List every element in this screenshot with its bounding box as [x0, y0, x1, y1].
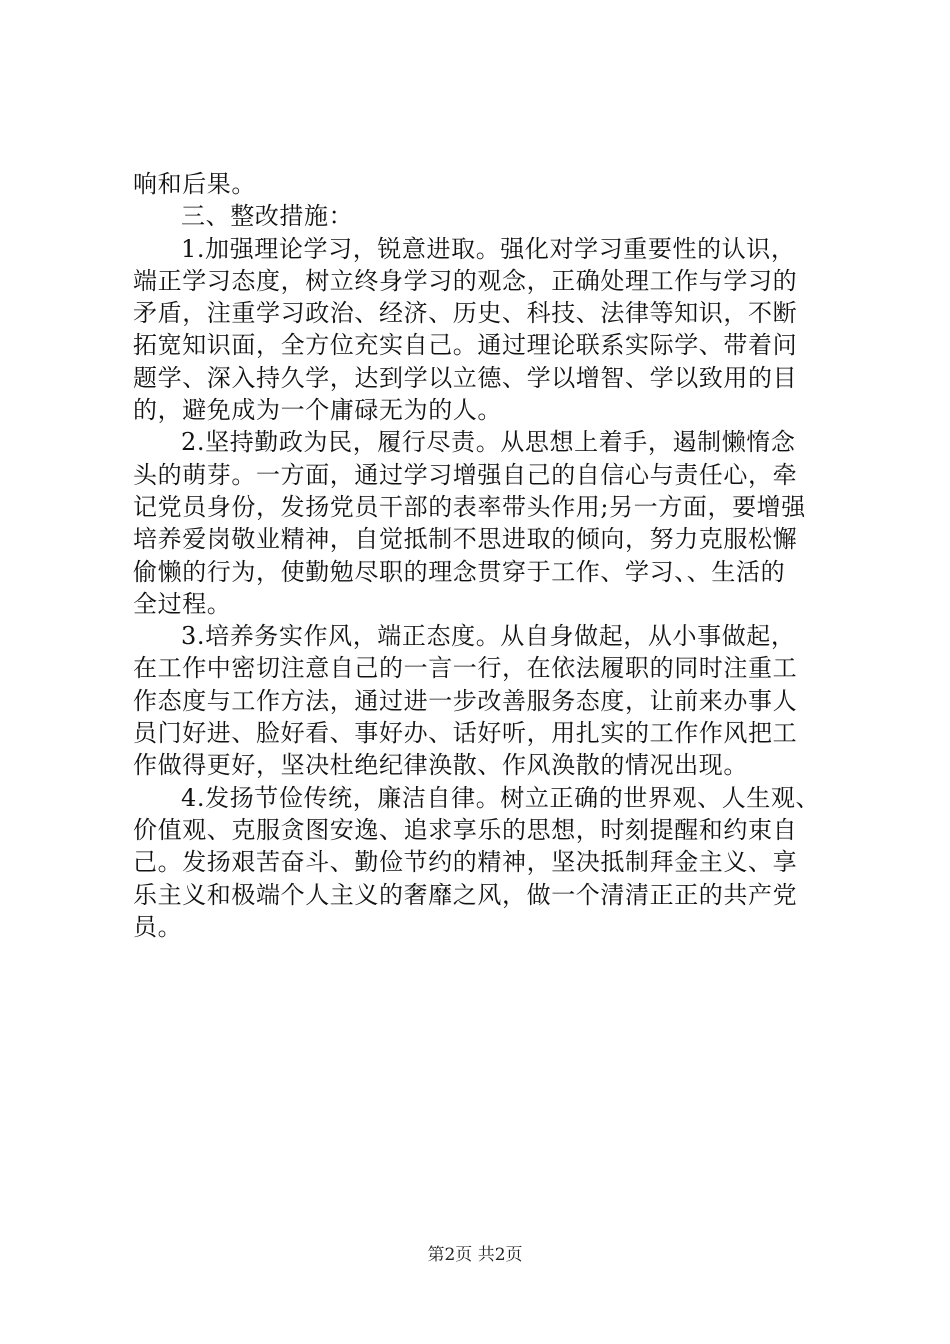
text-line: 培养爱岗敬业精神，自觉抵制不思进取的倾向，努力克服松懈 [133, 525, 798, 554]
text-line: 1.加强理论学习，锐意进取。强化对学习重要性的认识， [181, 234, 796, 263]
text-line: 己。发扬艰苦奋斗、勤俭节约的精神，坚决抵制拜金主义、享 [133, 848, 798, 877]
text-line: 的，避免成为一个庸碌无为的人。 [133, 396, 502, 425]
text-line: 作态度与工作方法，通过进一步改善服务态度，让前来办事人 [133, 686, 798, 715]
text-line: 题学、深入持久学，达到学以立德、学以增智、学以致用的目 [133, 363, 798, 392]
text-line: 拓宽知识面，全方位充实自己。通过理论联系实际学、带着问 [133, 331, 798, 360]
text-line: 记党员身份，发扬党员干部的表率带头作用;另一方面，要增强 [133, 492, 806, 521]
text-line: 员门好进、脸好看、事好办、话好听，用扎实的工作作风把工 [133, 719, 798, 748]
text-line: 4.发扬节俭传统，廉洁自律。树立正确的世界观、人生观、 [181, 783, 821, 812]
text-line: 3.培养务实作风，端正态度。从自身做起，从小事做起， [181, 622, 796, 651]
text-line: 全过程。 [133, 589, 232, 618]
text-line: 2.坚持勤政为民，履行尽责。从思想上着手，遏制懒惰念 [181, 428, 796, 457]
text-line: 偷懒的行为，使勤勉尽职的理念贯穿于工作、学习、、生活的 [133, 557, 786, 586]
text-line: 员。 [133, 912, 183, 941]
page-footer: 第2页 共2页 [427, 1245, 523, 1265]
text-line: 端正学习态度，树立终身学习的观念，正确处理工作与学习的 [133, 266, 798, 295]
text-line: 三、整改措施： [181, 202, 354, 231]
document-body [133, 168, 833, 943]
text-line: 在工作中密切注意自己的一言一行，在依法履职的同时注重工 [133, 654, 798, 683]
text-line: 价值观、克服贪图安逸、追求享乐的思想，时刻提醒和约束自 [133, 815, 798, 844]
text-line: 头的萌芽。一方面，通过学习增强自己的自信心与责任心，牵 [133, 460, 798, 489]
text-line: 乐主义和极端个人主义的奢靡之风，做一个清清正正的共产党 [133, 880, 798, 909]
text-line: 作做得更好，坚决杜绝纪律涣散、作风涣散的情况出现。 [133, 751, 748, 780]
text-line: 响和后果。 [133, 170, 256, 198]
text-line: 矛盾，注重学习政治、经济、历史、科技、法律等知识，不断 [133, 299, 798, 328]
